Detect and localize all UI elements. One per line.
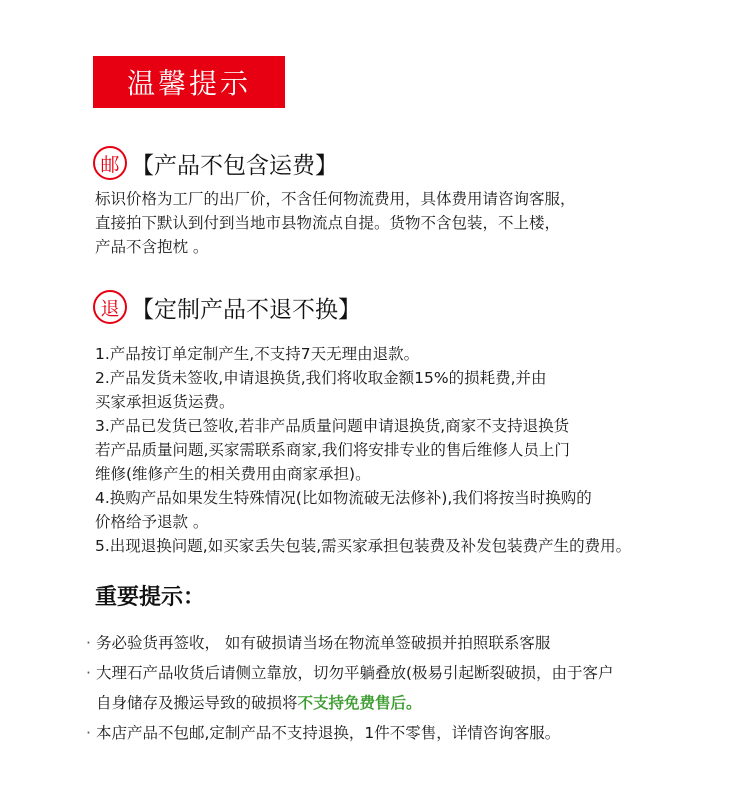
note-item-continued	[86, 688, 614, 718]
bullet: ·	[86, 664, 91, 682]
text-line: 5.出现退换问题,如买家丢失包装,需买家承担包装费及补发包装费产生的费用。	[95, 537, 632, 555]
text-line: 若产品质量问题,买家需联系商家,我们将安排专业的售后维修人员上门	[95, 441, 570, 459]
text-line: 买家承担返货运费。	[95, 393, 235, 411]
text-line: 标识价格为工厂的出厂价，不含任何物流费用，具体费用请咨询客服，	[95, 190, 576, 208]
important-title: 重要提示：	[95, 585, 206, 610]
title-banner	[93, 56, 285, 108]
text-line: 价格给予退款 。	[95, 513, 209, 531]
return-icon: 退	[93, 290, 127, 324]
text-line: 3.产品已发货已签收,若非产品质量问题申请退换货,商家不支持退换货	[95, 417, 570, 435]
banner-title: 温馨提示	[126, 67, 251, 100]
important-notes	[86, 628, 614, 748]
note-text: 大理石产品收货后请侧立靠放，切勿平躺叠放(极易引起断裂破损，由于客户	[96, 664, 614, 682]
note-item	[86, 718, 614, 748]
text-line: 4.换购产品如果发生特殊情况(比如物流破无法修补),我们将按当时换购的	[95, 489, 592, 507]
note-text: 自身储存及搬运导致的破损将	[96, 694, 298, 712]
return-section-header	[93, 290, 361, 324]
bullet: ·	[86, 634, 91, 652]
shipping-section-title: 【产品不包含运费】	[131, 152, 338, 179]
highlight-text: 不支持免费售后。	[297, 694, 422, 712]
mail-icon: 邮	[93, 146, 127, 180]
bullet: ·	[86, 724, 91, 742]
text-line: 直接拍下默认到付到当地市县物流点自提。货物不含包装，不上楼，	[95, 214, 561, 232]
shipping-section-header	[93, 146, 338, 180]
return-section-body	[95, 342, 631, 558]
shipping-section-body	[95, 187, 576, 259]
text-line: 1.产品按订单定制产生,不支持7天无理由退款。	[95, 345, 420, 363]
note-item	[86, 628, 614, 658]
text-line: 2.产品发货未签收,申请退换货,我们将收取金额15%的损耗费,并由	[95, 369, 547, 387]
text-line: 维修(维修产生的相关费用由商家承担)。	[95, 465, 371, 483]
note-item	[86, 658, 614, 688]
note-text: 务必验货再签收， 如有破损请当场在物流单签破损并拍照联系客服	[96, 634, 551, 652]
text-line: 产品不含抱枕 。	[95, 238, 209, 256]
note-text: 本店产品不包邮,定制产品不支持退换，1件不零售，详情咨询客服。	[96, 724, 561, 742]
return-section-title: 【定制产品不退不换】	[131, 296, 361, 323]
